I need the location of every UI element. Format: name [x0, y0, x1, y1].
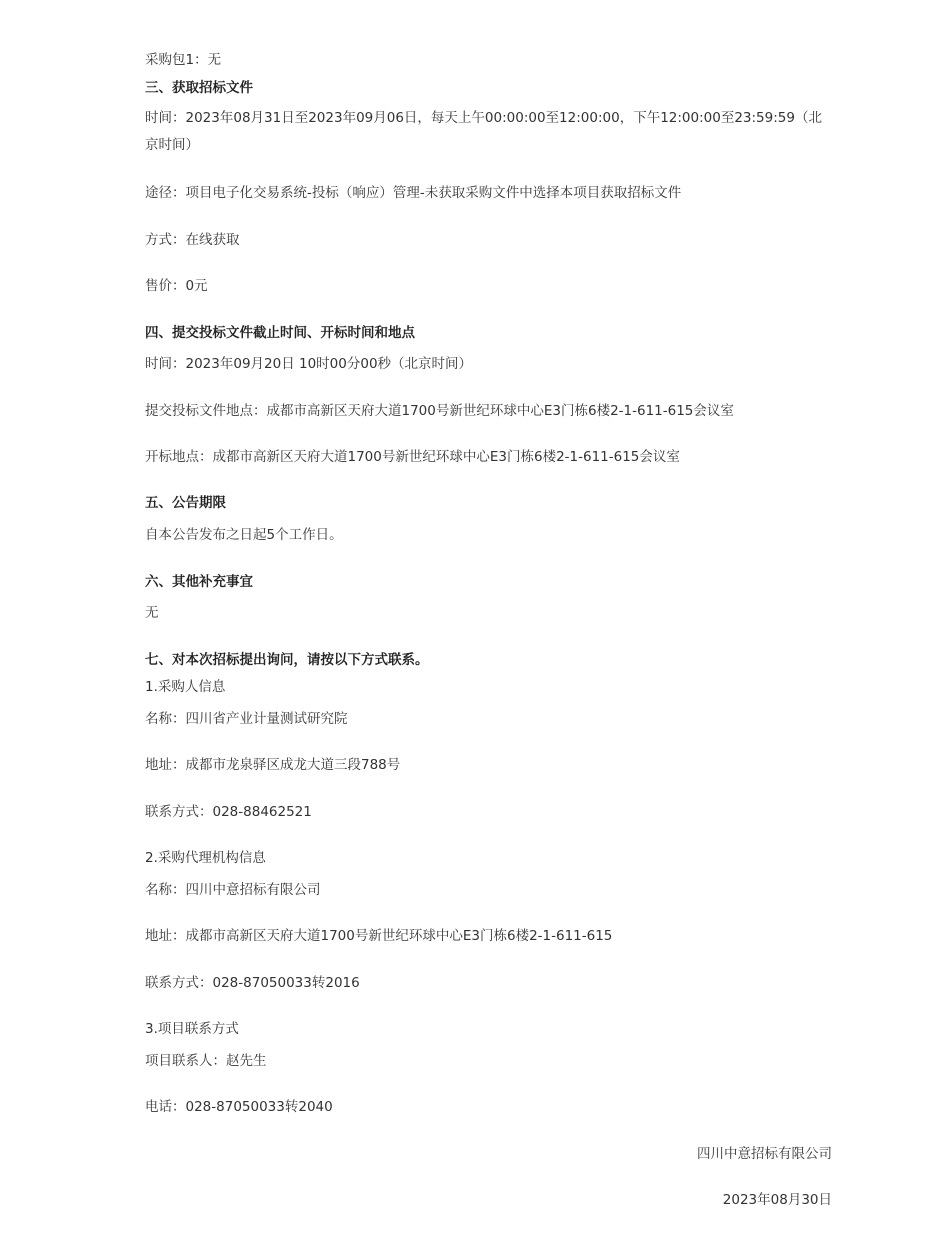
section3-time: 时间：2023年08月31日至2023年09月06日，每天上午00:00:00至12:00:00，下午12:00:00至23:59:59（北京时间） [145, 110, 822, 153]
section4-submit-place: 提交投标文件地点：成都市高新区天府大道1700号新世纪环球中心E3门栋6楼2-1-611-615会议室 [145, 403, 734, 419]
agency-contact: 联系方式：028-87050033转2016 [145, 975, 360, 991]
section3-route: 途径：项目电子化交易系统-投标（响应）管理-未获取采购文件中选择本项目获取招标文件 [145, 185, 682, 201]
section4-open-place: 开标地点：成都市高新区天府大道1700号新世纪环球中心E3门栋6楼2-1-611-615会议室 [145, 449, 680, 465]
section7-heading: 七、对本次招标提出询问，请按以下方式联系。 [145, 652, 429, 668]
purchaser-address: 地址：成都市龙泉驿区成龙大道三段788号 [145, 757, 401, 773]
section4-heading: 四、提交投标文件截止时间、开标时间和地点 [145, 325, 415, 341]
section6-heading: 六、其他补充事宜 [145, 574, 253, 590]
footer-company: 四川中意招标有限公司 [697, 1146, 832, 1162]
footer-date: 2023年08月30日 [722, 1192, 832, 1208]
agency-title: 2.采购代理机构信息 [145, 850, 266, 866]
purchaser-title: 1.采购人信息 [145, 679, 226, 695]
section3-method: 方式：在线获取 [145, 232, 240, 248]
agency-name: 名称：四川中意招标有限公司 [145, 882, 321, 898]
package-line: 采购包1：无 [145, 52, 222, 68]
section5-heading: 五、公告期限 [145, 495, 226, 511]
project-contact-phone: 电话：028-87050033转2040 [145, 1099, 333, 1115]
purchaser-contact: 联系方式：028-88462521 [145, 804, 312, 820]
section3-heading: 三、获取招标文件 [145, 80, 253, 96]
agency-address: 地址：成都市高新区天府大道1700号新世纪环球中心E3门栋6楼2-1-611-615 [145, 928, 613, 944]
section4-time: 时间：2023年09月20日 10时00分00秒（北京时间） [145, 356, 473, 372]
project-contact-person: 项目联系人：赵先生 [145, 1053, 267, 1069]
section3-price: 售价：0元 [145, 278, 208, 294]
project-contact-title: 3.项目联系方式 [145, 1021, 239, 1037]
section6-text: 无 [145, 605, 159, 621]
purchaser-name: 名称：四川省产业计量测试研究院 [145, 711, 348, 727]
section5-text: 自本公告发布之日起5个工作日。 [145, 527, 343, 543]
